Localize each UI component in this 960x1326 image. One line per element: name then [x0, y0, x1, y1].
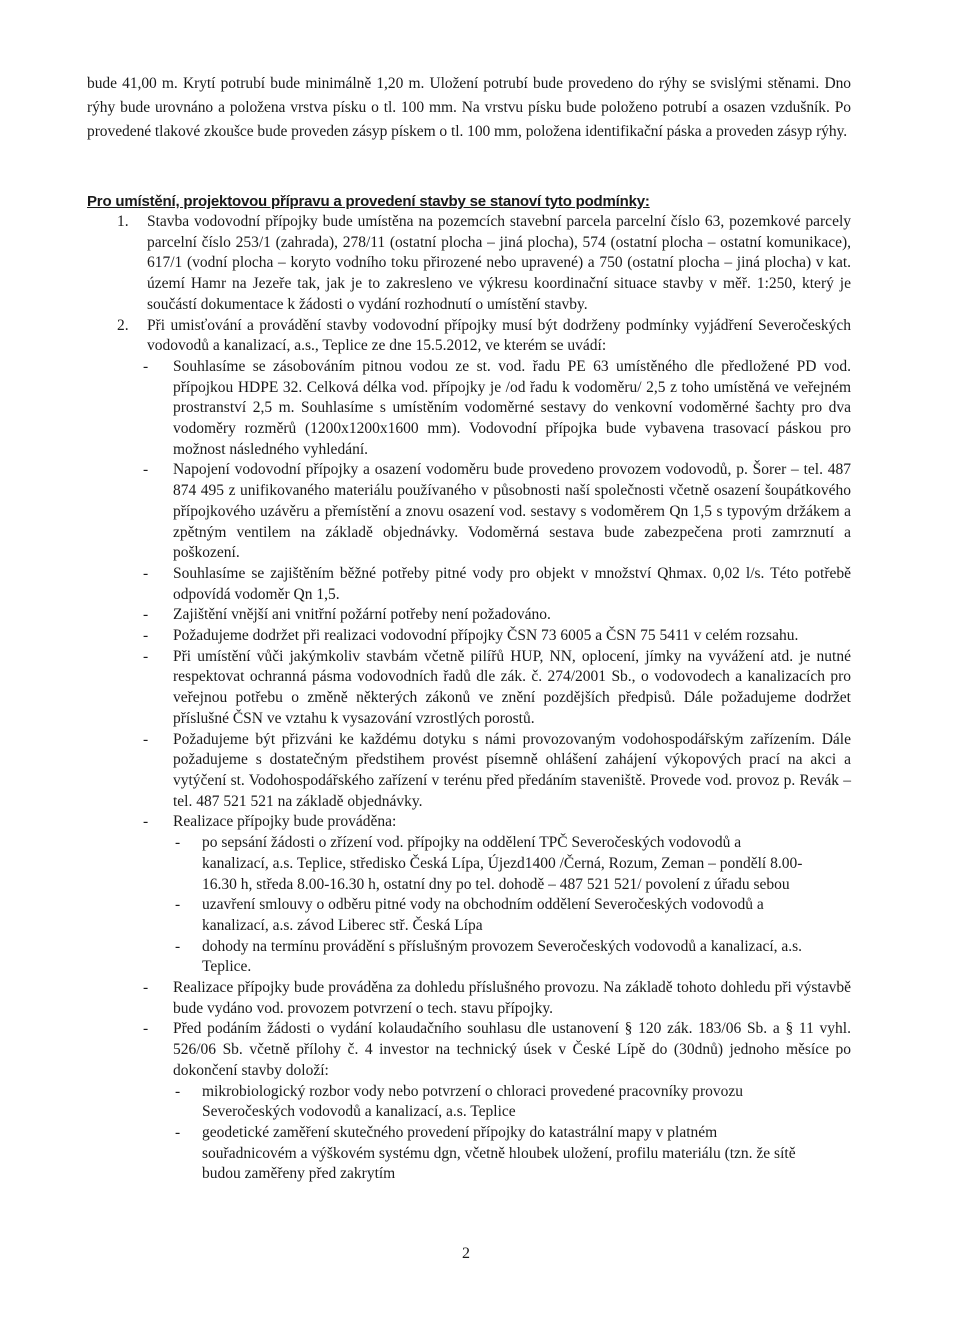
sub-bullet-text: uzavření smlouvy o odběru pitné vody na obchodním oddělení Severočeských vodovodů a kanalizací, a.s. závod Liberec stř. Česká Lípa — [202, 896, 764, 934]
bullet-item — [87, 564, 851, 605]
bullet-item — [87, 730, 851, 813]
dash-marker: - — [143, 627, 149, 645]
dash-marker: - — [143, 1020, 149, 1038]
sub-bullet-item — [87, 833, 851, 895]
dash-marker: - — [143, 606, 149, 624]
condition-number: 1. — [117, 213, 129, 230]
bullet-item — [87, 357, 851, 461]
sub-bullet-text: geodetické zaměření skutečného provedení přípojky do katastrální mapy v platném souřadnicovém a výškovém systému dgn, včetně hloubek uložení, profilu materiálu (tzn. že sítě budou zaměřeny před zakrytím — [202, 1123, 796, 1183]
dash-marker: - — [143, 647, 149, 665]
bullet-text: Zajištění vnější ani vnitřní požární potřeby není požadováno. — [173, 606, 551, 624]
bullet-text: Realizace přípojky bude prováděna: — [173, 813, 397, 831]
dash-marker: - — [143, 357, 149, 375]
bullet-text: Požadujeme dodržet při realizaci vodovodní přípojky ČSN 73 6005 a ČSN 75 5411 v celém rozsahu. — [173, 627, 799, 645]
sub-bullet-item — [87, 937, 851, 978]
bullet-item — [87, 978, 851, 1019]
conditions-body — [87, 212, 851, 1185]
dash-marker: - — [175, 834, 181, 852]
dash-marker: - — [143, 564, 149, 582]
dash-marker: - — [143, 730, 149, 748]
bullet-item — [87, 812, 851, 833]
dash-marker: - — [143, 813, 149, 831]
bullet-item — [87, 460, 851, 564]
bullet-text: Při umístění vůči jakýmkoliv stavbám včetně pilířů HUP, NN, oplocení, jímky na vyvážení atd. je nutné respektovat ochranná pásma vodovodních řadů dle zák. č. 274/2001 Sb., o vodovodech a kanalizacích pro veřejnou potřebu o změně některých zákonů ve znění pozdějších předpisů. Dále požadujeme dodržet příslušné ČSN ve vztahu k vysazování vzrostlých porostů. — [173, 647, 851, 727]
sub-bullet-text: po sepsání žádosti o zřízení vod. přípojky na oddělení TPČ Severočeských vodovodů a kanalizací, a.s. Teplice, středisko Česká Lípa, Újezd1400 /Černá, Rozum, Zeman – pondělí 8.00-16.30 h, středa 8.00-16.30 h, ostatní dny po tel. dohodě – 487 521 521/ povolení z úřadu sebou — [202, 834, 803, 893]
bullet-text: Před podáním žádosti o vydání kolaudačního souhlasu dle ustanovení § 120 zák. 183/06 Sb. a § 11 vyhl. 526/06 Sb. včetně přílohy č. 4 investor na technický úsek v České Lípě do (30dnů) jednoho měsíce po dokončení stavby doloží: — [173, 1020, 851, 1079]
condition-number: 2. — [117, 316, 129, 334]
sub-bullet-item — [87, 1123, 851, 1185]
bullet-text: Souhlasíme se zajištěním běžné potřeby pitné vody pro objekt v množství Qhmax. 0,02 l/s. Této potřebě odpovídá vodoměr Qn 1,5. — [173, 564, 851, 603]
page-number: 2 — [462, 1245, 470, 1262]
condition-item-1 — [87, 212, 851, 316]
conditions-heading: Pro umístění, projektovou přípravu a provedení stavby se stanoví tyto podmínky: — [87, 193, 650, 210]
sub-bullet-item — [87, 895, 851, 936]
bullet-text: Požadujeme být přizváni ke každému dotyku s námi provozovaným vodohospodářským zařízením. Dále požadujeme s dostatečným předstihem provést písemně ohlášení zahájení výkopových prací na akci a vytýčení st. Vodohospodářského zařízení v terénu před předáním staveniště. Provede vod. provoz p. Revák – tel. 487 521 521 na základě objednávky. — [173, 730, 851, 810]
condition-item-2 — [87, 316, 851, 357]
bullet-text: Souhlasíme se zásobováním pitnou vodou ze st. vod. řadu PE 63 umístěného dle předložené PD vod. přípojkou HDPE 32. Celková délka vod. přípojky je /od řadu k vodoměru/ 2,5 z toho umístěná ve veřejném prostranství 2,5 m. Souhlasíme s umístěním vodoměrné sestavy do venkovní vodoměrné šachty pro dva vodoměry rozměrů (1200x1200x1600 mm). Vodovodní přípojka bude vybavena trasovací páskou pro možnost následného vyhledání. — [173, 357, 851, 458]
sub-bullet-item — [87, 1082, 851, 1123]
sub-bullet-text: mikrobiologický rozbor vody nebo potvrzení o chloraci provedené pracovníky provozu Severočeských vodovodů a kanalizací, a.s. Teplice — [202, 1082, 744, 1121]
dash-marker: - — [175, 896, 181, 914]
bullet-item — [87, 626, 851, 647]
condition-text: Při umisťování a provádění stavby vodovodní přípojky musí být dodrženy podmínky vyjádření Severočeských vodovodů a kanalizací, a.s., Teplice ze dne 15.5.2012, ve kterém se uvádí: — [147, 316, 851, 355]
bullet-item — [87, 1019, 851, 1081]
dash-marker: - — [175, 937, 181, 955]
dash-marker: - — [143, 461, 149, 479]
bullet-text: Realizace přípojky bude prováděna za dohledu příslušného provozu. Na základě tohoto dohledu při výstavbě bude vydáno vod. provozem potvrzení o tech. stavu přípojky. — [173, 979, 851, 1017]
bullet-item — [87, 647, 851, 730]
bullet-text: Napojení vodovodní přípojky a osazení vodoměru bude provedeno provozem vodovodů, p. Šorer – tel. 487 874 495 z unifikovaného materiálu používaného v působnosti naší společnosti včetně osazení šoupátkového přípojkového uzávěru a přemístění a znovu osazení vod. sestavy s vodoměrem Qn 1,5 s typovým držákem a zpětným ventilem na základě objednávky. Vodoměrná sestava bude zabezpečena proti zamrznutí a poškození. — [173, 461, 851, 562]
dash-marker: - — [143, 979, 149, 997]
dash-marker: - — [175, 1082, 181, 1100]
condition-text: Stavba vodovodní přípojky bude umístěna na pozemcích stavební parcela parcelní číslo 63, pozemkové parcely parcelní číslo 253/1 (zahrada), 278/11 (ostatní plocha – jiná plocha), 574 (ostatní plocha – ostatní komunikace), 617/1 (vodní plocha – koryto vodního toku přirozené nebo upravené) a 750 (ostatní plocha – jiná plocha) v kat. území Hamr na Jezeře tak, jak je to zakresleno ve výkresu koordinační situace stavby v měř. 1:250, který je součástí dokumentace k žádosti o vydání rozhodnutí o umístění stavby. — [147, 213, 851, 313]
bullet-item — [87, 605, 851, 626]
sub-bullet-text: dohody na termínu provádění s příslušným provozem Severočeských vodovodů a kanalizací, a.s. Teplice. — [202, 937, 803, 976]
intro-paragraph: bude 41,00 m. Krytí potrubí bude minimálně 1,20 m. Uložení potrubí bude provedeno do rýhy se svislými stěnami. Dno rýhy bude urovnáno a položena vrstva písku o tl. 100 mm. Na vrstvu písku bude položeno potrubí a osazen vzdušník. Po provedené tlakové zkoušce bude proveden zásyp pískem o tl. 100 mm, položena identifikační páska a proveden zásyp rýhy. — [87, 75, 851, 141]
dash-marker: - — [175, 1123, 181, 1141]
